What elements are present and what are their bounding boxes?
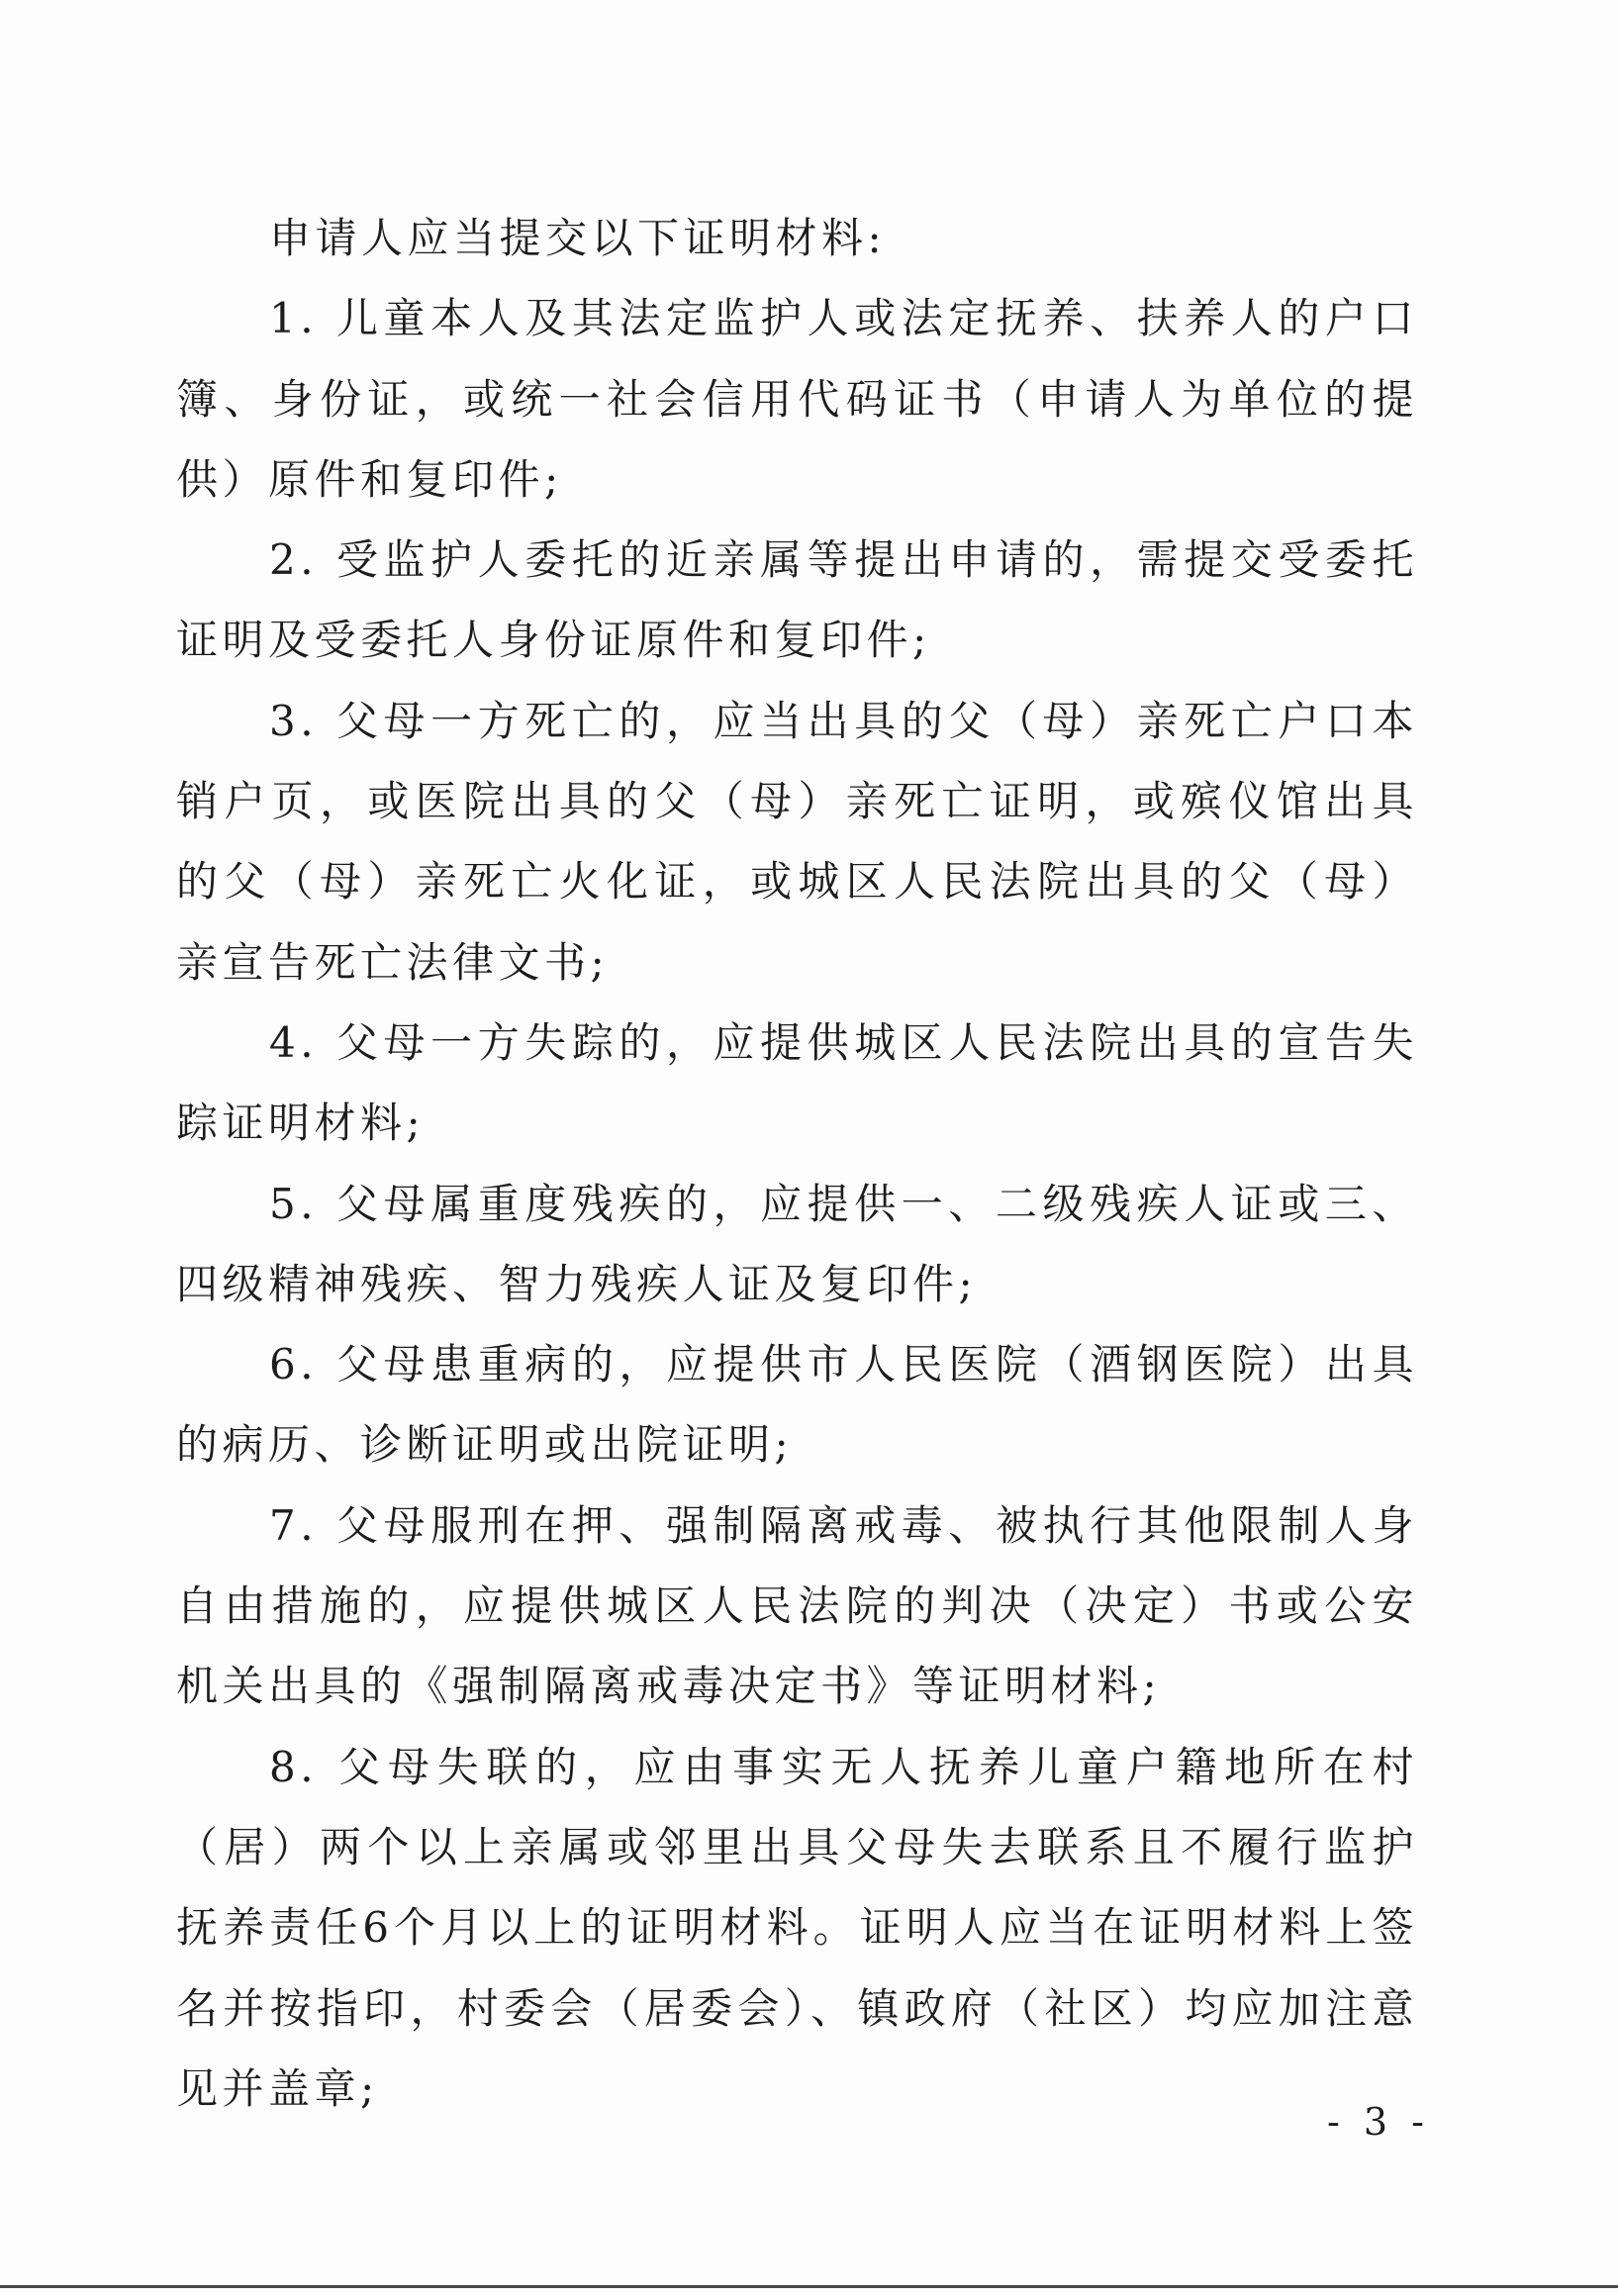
item-8-paragraph: 8. 父母失联的，应由事实无人抚养儿童户籍地所在村（居）两个以上亲属或邻里出具父母失去联系且不履行监护抚养责任6个月以上的证明材料。证明人应当在证明材料上签名并按指印，村委会（居委会）、镇政府（社区）均应加注意见并盖章;	[176, 1742, 1418, 2113]
document-body	[176, 198, 1418, 2129]
page-number: - 3 -	[1326, 2100, 1430, 2144]
intro-paragraph: 申请人应当提交以下证明材料:	[269, 214, 887, 262]
item-5-paragraph: 5. 父母属重度残疾的，应提供一、二级残疾人证或三、四级精神残疾、智力残疾人证及复印件;	[176, 1179, 1418, 1308]
item-3-paragraph: 3. 父母一方死亡的，应当出具的父（母）亲死亡户口本销户页，或医院出具的父（母）亲死亡证明，或殡仪馆出具的父（母）亲死亡火化证，或城区人民法院出具的父（母）亲宣告死亡法律文书;	[176, 696, 1418, 987]
item-6-paragraph: 6. 父母患重病的，应提供市人民医院（酒钢医院）出具的病历、诊断证明或出院证明;	[176, 1340, 1418, 1470]
item-2-paragraph: 2. 受监护人委托的近亲属等提出申请的，需提交受委托证明及受委托人身份证原件和复印件;	[176, 535, 1418, 665]
item-1-paragraph: 1. 儿童本人及其法定监护人或法定抚养、扶养人的户口簿、身份证，或统一社会信用代码证书（申请人为单位的提供）原件和复印件;	[176, 294, 1418, 504]
scan-edge-line	[0, 2285, 1618, 2288]
item-4-paragraph: 4. 父母一方失踪的，应提供城区人民法院出具的宣告失踪证明材料;	[176, 1017, 1418, 1148]
item-7-paragraph: 7. 父母服刑在押、强制隔离戒毒、被执行其他限制人身自由措施的，应提供城区人民法院的判决（决定）书或公安机关出具的《强制隔离戒毒决定书》等证明材料;	[176, 1500, 1418, 1711]
